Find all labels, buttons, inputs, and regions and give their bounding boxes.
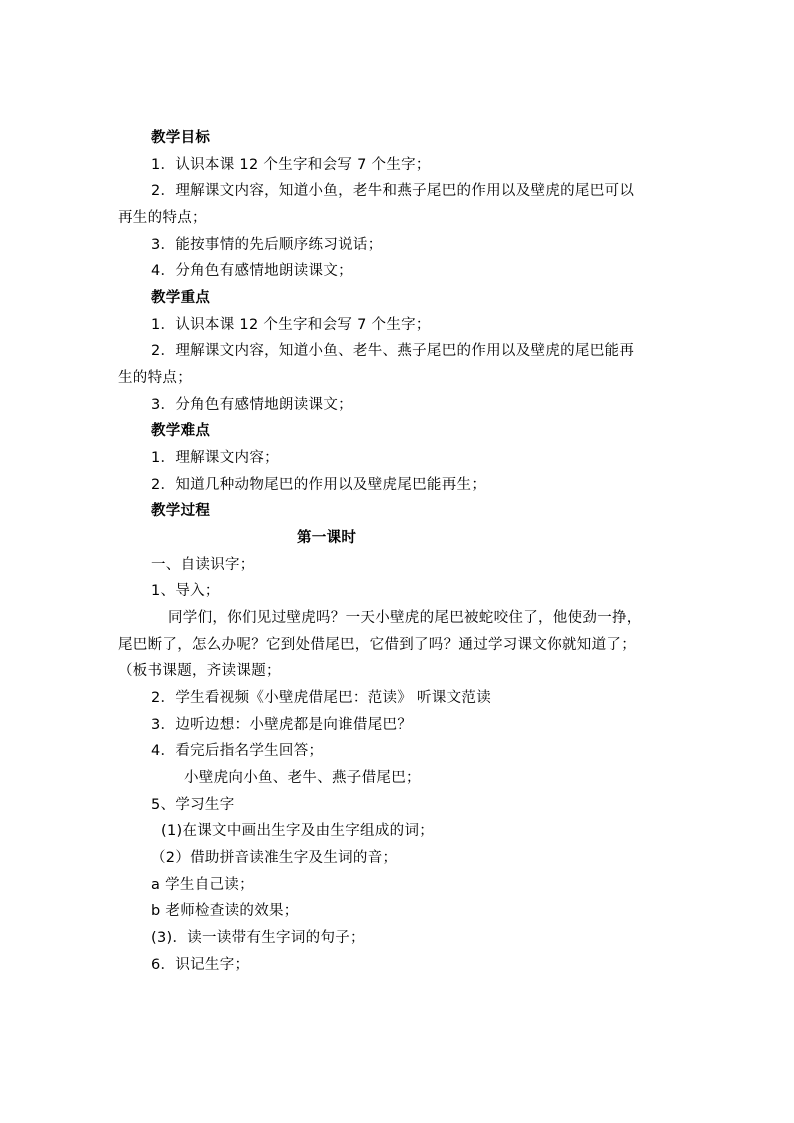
difficulty-item-2: 2．知道几种动物尾巴的作用以及壁虎尾巴能再生； <box>151 477 487 493</box>
key-point-item-2-line-2: 生的特点； <box>118 370 192 386</box>
process-step-5-sub-a: a 学生自己读； <box>151 877 254 893</box>
heading-first-lesson: 第一课时 <box>297 530 357 546</box>
objective-item-2-line-1: 2．理解课文内容，知道小鱼，老牛和燕子尾巴的作用以及壁虎的尾巴可以 <box>151 183 635 199</box>
key-point-item-2-line-1: 2．理解课文内容，知道小鱼、老牛、燕子尾巴的作用以及壁虎的尾巴能再 <box>151 343 635 359</box>
objective-item-3: 3．能按事情的先后顺序练习说话； <box>151 237 383 253</box>
process-step-5-sub-1: (1)在课文中画出生字及由生字组成的词； <box>161 823 435 839</box>
process-step-5-sub-b: b 老师检查读的效果； <box>151 903 299 919</box>
process-step-5-sub-2: （2）借助拼音读准生字及生词的音； <box>151 850 398 866</box>
heading-teaching-objectives: 教学目标 <box>151 130 211 146</box>
objective-item-2-line-2: 再生的特点； <box>118 210 207 226</box>
process-step-2: 2．学生看视频《小壁虎借尾巴：范读》 听课文范读 <box>151 690 492 706</box>
heading-teaching-difficulties: 教学难点 <box>151 423 211 439</box>
process-step-6: 6．识记生字； <box>151 957 250 973</box>
heading-teaching-process: 教学过程 <box>151 503 211 519</box>
key-point-item-3: 3．分角色有感情地朗读课文； <box>151 397 353 413</box>
heading-teaching-key-points: 教学重点 <box>151 290 211 306</box>
difficulty-item-1: 1．理解课文内容； <box>151 450 279 466</box>
key-point-item-1: 1．认识本课 12 个生字和会写 7 个生字； <box>151 317 431 333</box>
process-step-5-sub-3: (3)．读一读带有生字词的句子； <box>151 930 365 946</box>
process-step-4-answer: 小壁虎向小鱼、老牛、燕子借尾巴； <box>184 770 421 786</box>
process-step-3: 3．边听边想：小壁虎都是向谁借尾巴？ <box>151 717 413 733</box>
process-step-5: 5、学习生字 <box>151 797 235 813</box>
intro-paragraph-line-2: 尾巴断了，怎么办呢？它到处借尾巴，它借到了吗？通过学习课文你就知道了； <box>118 637 636 653</box>
objective-item-4: 4．分角色有感情地朗读课文； <box>151 263 353 279</box>
process-step-1-1: 1、导入； <box>151 583 220 599</box>
objective-item-1: 1．认识本课 12 个生字和会写 7 个生字； <box>151 157 431 173</box>
intro-paragraph-line-3: （板书课题，齐读课题； <box>118 663 281 679</box>
intro-paragraph-line-1: 同学们，你们见过壁虎吗？一天小壁虎的尾巴被蛇咬住了，他使劲一挣， <box>168 610 642 626</box>
process-step-1: 一、自读识字； <box>151 557 255 573</box>
process-step-4: 4．看完后指名学生回答； <box>151 743 324 759</box>
